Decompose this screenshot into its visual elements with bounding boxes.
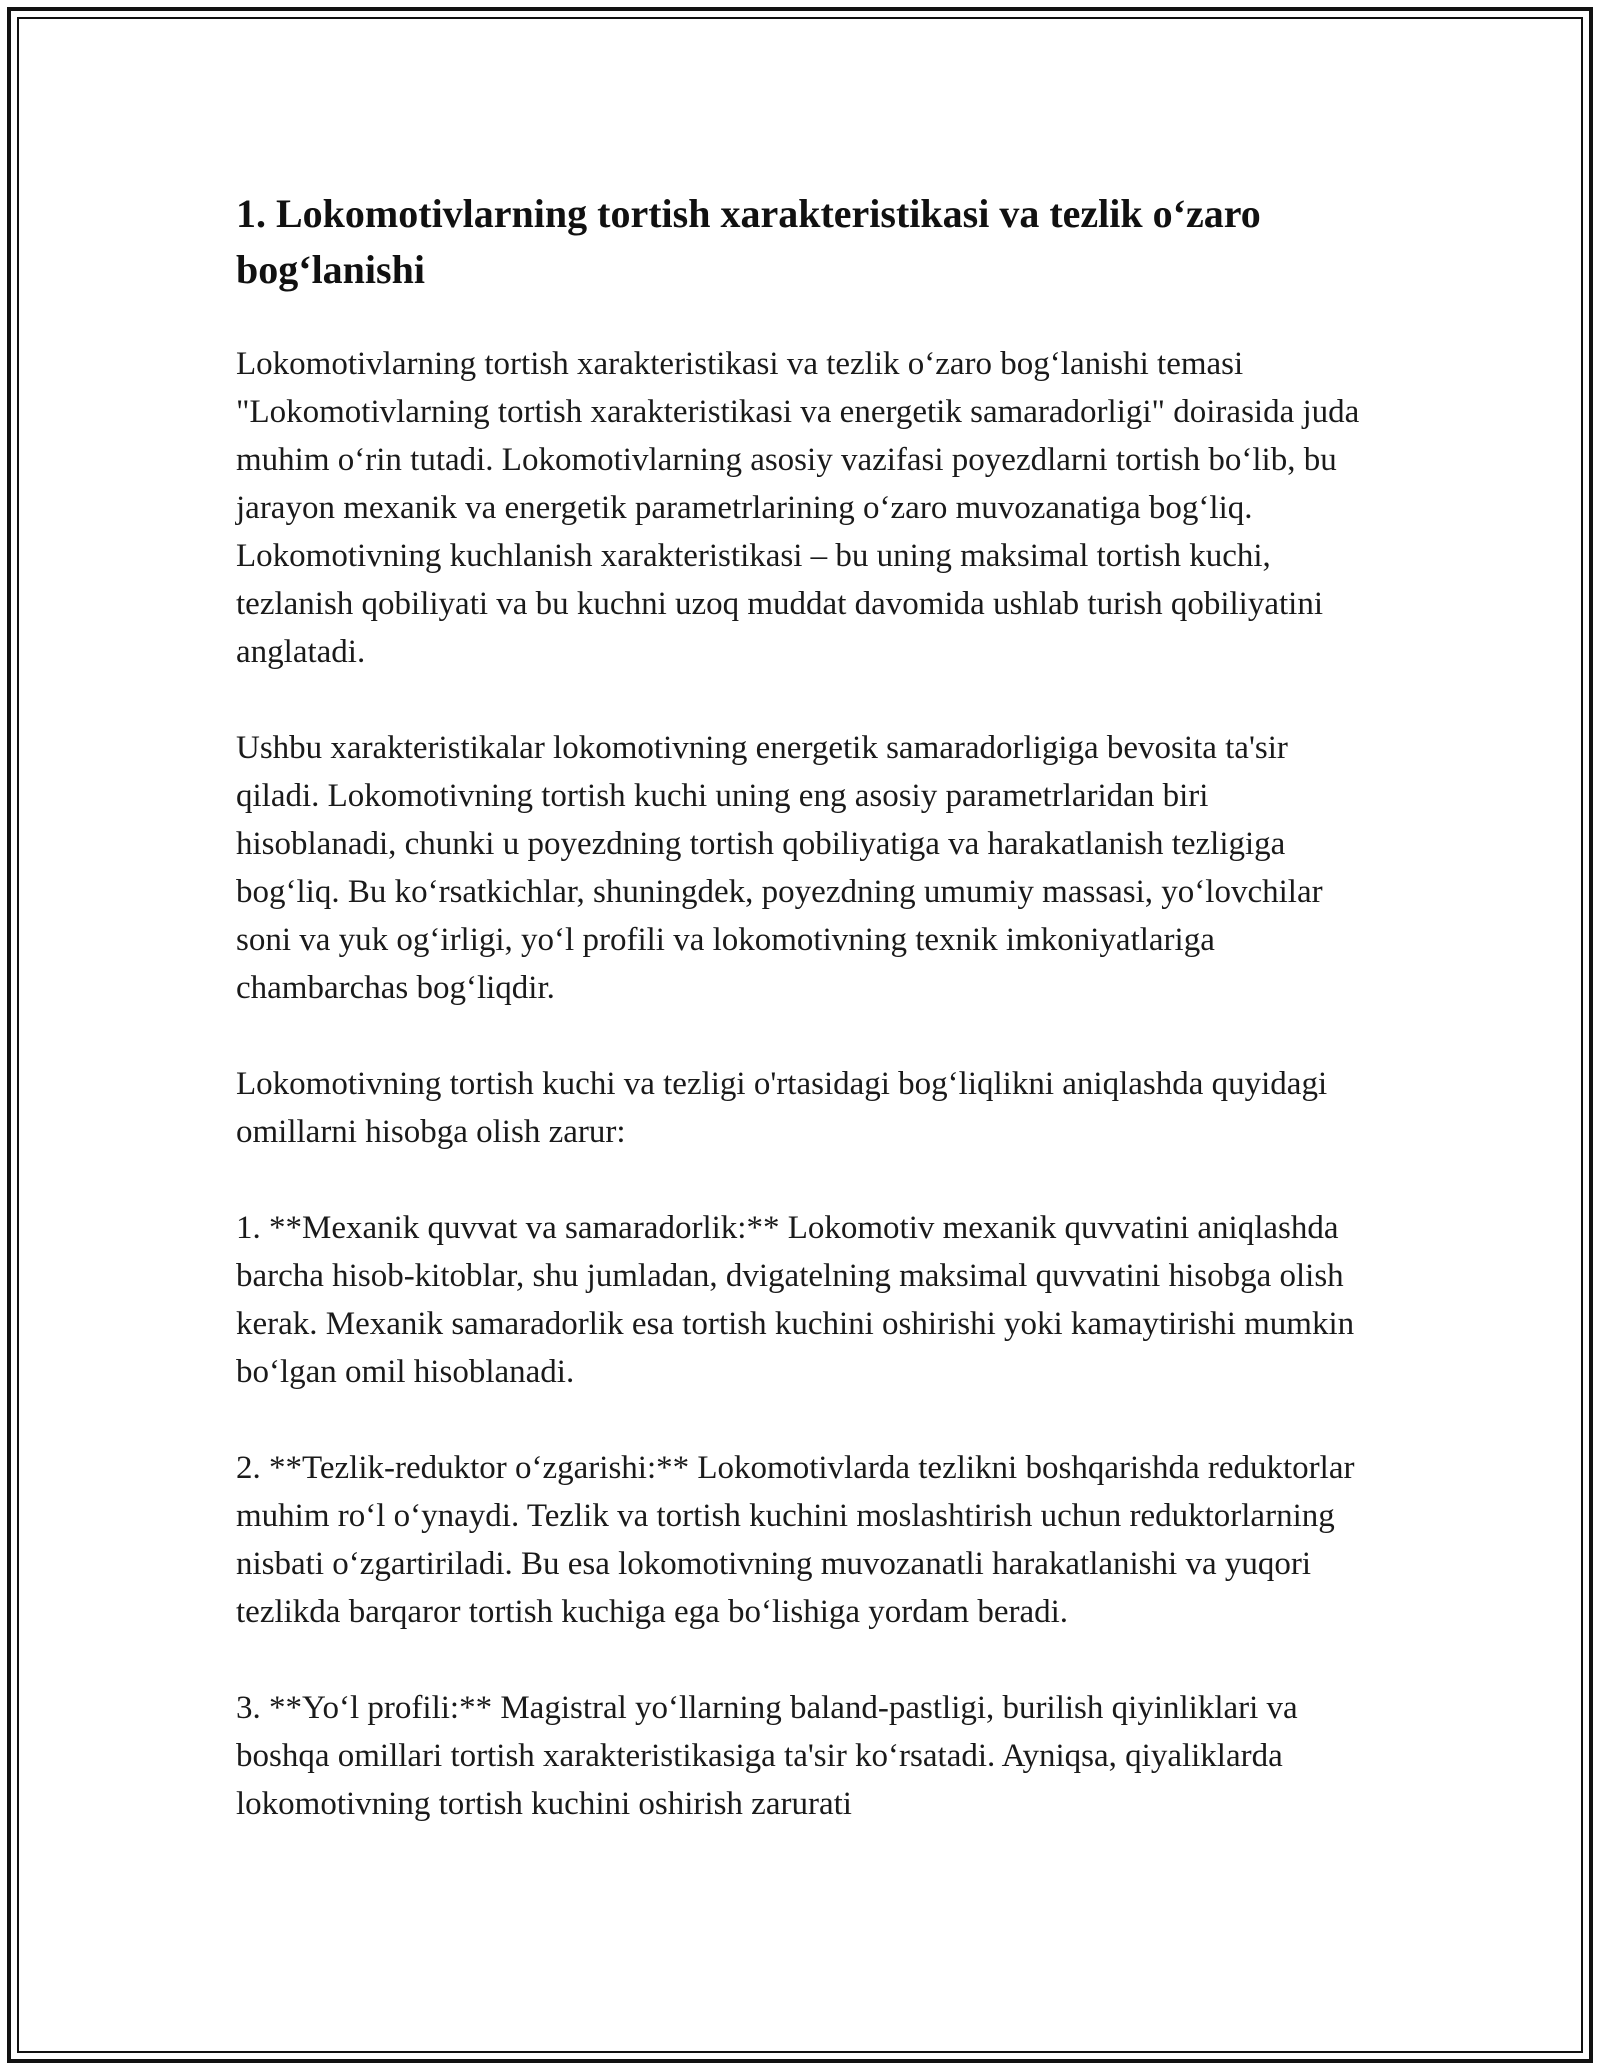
section-heading: 1. Lokomotivlarning tortish xarakteristikasi va tezlik o‘zaro bog‘lanishi xyxy=(236,191,1261,292)
paragraph-intro: Lokomotivlarning tortish xarakteristikasi va tezlik o‘zaro bog‘lanishi temasi "Lokomotivlarning tortish xarakteristikasi va energetik samaradorligi" doirasida juda muhim o‘rin tutadi. Lokomotivlarning asosiy vazifasi poyezdlarni tortish bo‘lib, bu jarayon mexanik va energetik parametrlarining o‘zaro muvozanatiga bog‘liq. Lokomotivning kuchlanish xarakteristikasi – bu uning maksimal tortish kuchi, tezlanish qobiliyati va bu kuchni uzoq muddat davomida ushlab turish qobiliyatini anglatadi. xyxy=(236,346,1360,670)
document-body xyxy=(236,186,1376,1828)
list-item-track-profile: 3. **Yo‘l profili:** Magistral yo‘llarning baland-pastligi, burilish qiyinliklari va boshqa omillari tortish xarakteristikasiga ta'sir ko‘rsatadi. Ayniqsa, qiyaliklarda lokomotivning tortish kuchini oshirish zarurati xyxy=(236,1690,1298,1822)
paragraph-efficiency: Ushbu xarakteristikalar lokomotivning energetik samaradorligiga bevosita ta'sir qiladi. Lokomotivning tortish kuchi uning eng asosiy parametrlaridan biri hisoblanadi, chunki u poyezdning tortish qobiliyatiga va harakatlanish tezligiga bog‘liq. Bu ko‘rsatkichlar, shuningdek, poyezdning umumiy massasi, yo‘lovchilar soni va yuk og‘irligi, yo‘l profili va lokomotivning texnik imkoniyatlariga chambarchas bog‘liqdir. xyxy=(236,730,1323,1006)
list-item-speed-reducer: 2. **Tezlik-reduktor o‘zgarishi:** Lokomotivlarda tezlikni boshqarishda reduktorlar muhim ro‘l o‘ynaydi. Tezlik va tortish kuchini moslashtirish uchun reduktorlarning nisbati o‘zgartiriladi. Bu esa lokomotivning muvozanatli harakatlanishi va yuqori tezlikda barqaror tortish kuchiga ega bo‘lishiga yordam beradi. xyxy=(236,1450,1355,1630)
paragraph-factors-intro: Lokomotivning tortish kuchi va tezligi o'rtasidagi bog‘liqlikni aniqlashda quyidagi omillarni hisobga olish zarur: xyxy=(236,1066,1328,1150)
list-item-mechanical-power: 1. **Mexanik quvvat va samaradorlik:** Lokomotiv mexanik quvvatini aniqlashda barcha hisob-kitoblar, shu jumladan, dvigatelning maksimal quvvatini hisobga olish kerak. Mexanik samaradorlik esa tortish kuchini oshirishi yoki kamaytirishi mumkin bo‘lgan omil hisoblanadi. xyxy=(236,1210,1355,1390)
